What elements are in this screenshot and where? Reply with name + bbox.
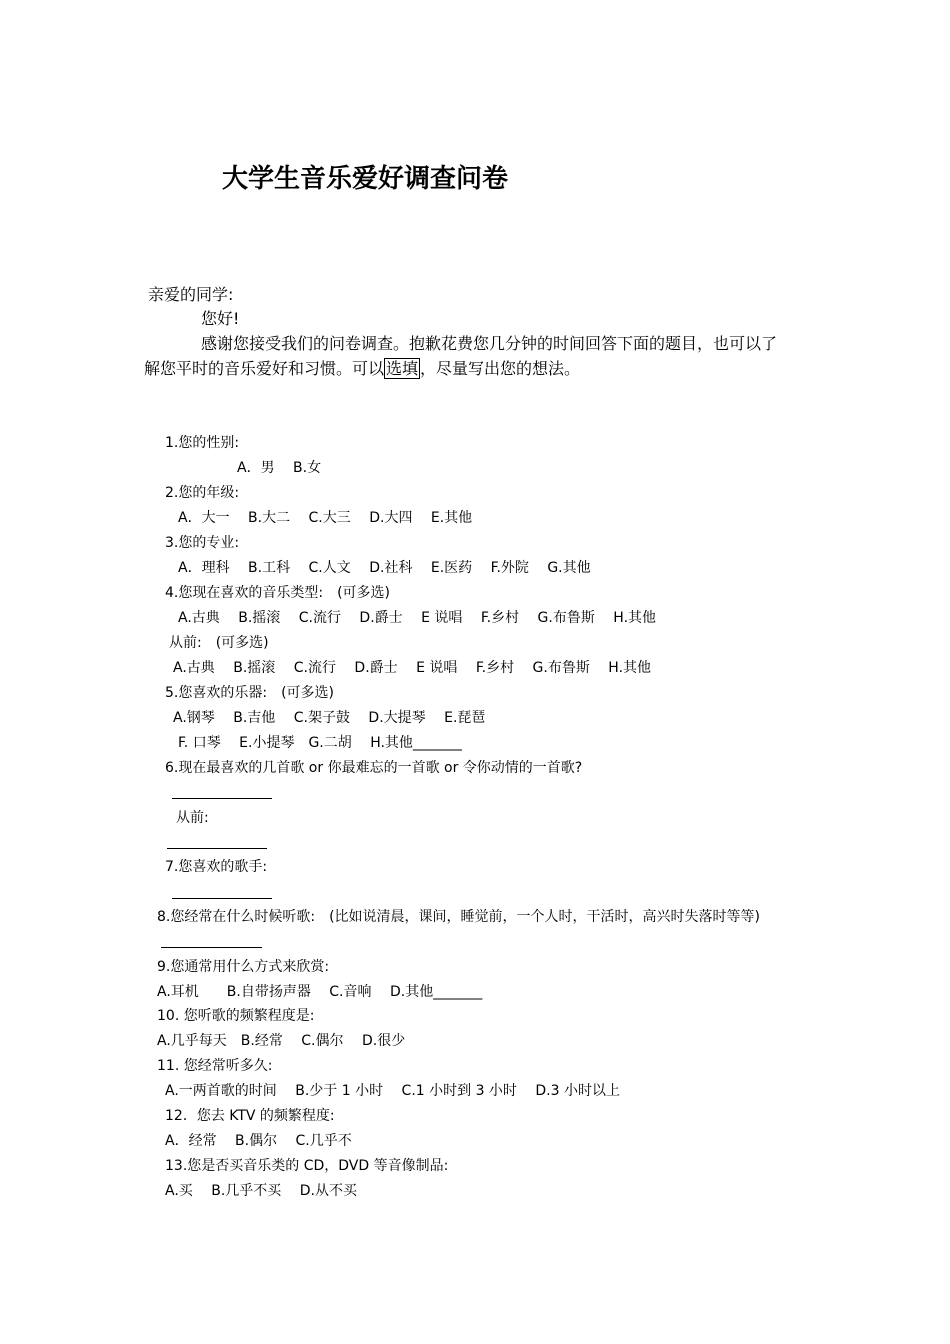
answer-line-q8 [161,947,262,948]
page-title: 大学生音乐爱好调查问卷 [222,164,509,194]
question-13-options: A.买 B.几乎不买 D.从不买 [165,1183,357,1199]
question-4-past: 从前: (可多选) [169,635,269,651]
question-12-options: A．经常 B.偶尔 C.几乎不 [165,1133,352,1149]
question-3-options: A．理科 B.工科 C.人文 D.社科 E.医药 F.外院 G.其他 [178,560,591,576]
question-6-past: 从前: [176,810,209,826]
question-2-options: A．大一 B.大二 C.大三 D.大四 E.其他 [178,510,473,526]
question-2: 2.您的年级: [165,485,240,501]
intro-line-2 [144,358,580,380]
question-5-options-1: A.钢琴 B.吉他 C.架子鼓 D.大提琴 E.琵琶 [173,710,486,726]
question-5-options-2: F. 口琴 E.小提琴 G.二胡 H.其他_______ [178,735,462,751]
answer-line-q7 [172,898,272,899]
question-5: 5.您喜欢的乐器: (可多选) [165,685,334,701]
question-1: 1.您的性别: [165,435,240,451]
question-4-past-options: A.古典 B.摇滚 C.流行 D.爵士 E 说唱 F.乡村 G.布鲁斯 H.其他 [173,660,652,676]
greeting: 亲爱的同学: [148,285,234,304]
answer-line-q6 [172,798,272,799]
question-3: 3.您的专业: [165,535,240,551]
question-11: 11. 您经常听多久: [157,1058,273,1074]
question-10: 10. 您听歌的频繁程度是: [157,1008,315,1024]
intro-line-1: 感谢您接受我们的问卷调查。抱歉花费您几分钟的时间回答下面的题目，也可以了 [201,334,778,353]
hello-text: 您好! [201,309,240,328]
question-9: 9.您通常用什么方式来欣赏: [157,959,330,975]
question-8: 8.您经常在什么时候听歌: (比如说清晨，课间，睡觉前，一个人时，干活时，高兴时失落时等等) [157,909,760,925]
question-7: 7.您喜欢的歌手: [165,859,268,875]
question-4: 4.您现在喜欢的音乐类型: (可多选) [165,585,390,601]
answer-line-q6-past [167,848,267,849]
question-10-options: A.几乎每天 B.经常 C.偶尔 D.很少 [157,1033,406,1049]
question-11-options: A.一两首歌的时间 B.少于 1 小时 C.1 小时到 3 小时 D.3 小时以上 [165,1083,620,1099]
intro-line-2-a: 解您平时的音乐爱好和习惯。可以 [144,359,385,378]
question-9-options: A.耳机 B.自带扬声器 C.音响 D.其他_______ [157,984,483,1000]
optional-fill-box: 选填 [386,359,419,378]
question-12: 12．您去 KTV 的频繁程度: [165,1108,335,1124]
intro-line-2-b: ，尽量写出您的想法。 [420,359,581,378]
question-6: 6.现在最喜欢的几首歌 or 你最难忘的一首歌 or 令你动情的一首歌? [165,760,583,776]
question-13: 13.您是否买音乐类的 CD，DVD 等音像制品: [165,1158,449,1174]
question-1-options: A．男 B.女 [237,460,322,476]
question-4-options: A.古典 B.摇滚 C.流行 D.爵士 E 说唱 F.乡村 G.布鲁斯 H.其他 [178,610,657,626]
